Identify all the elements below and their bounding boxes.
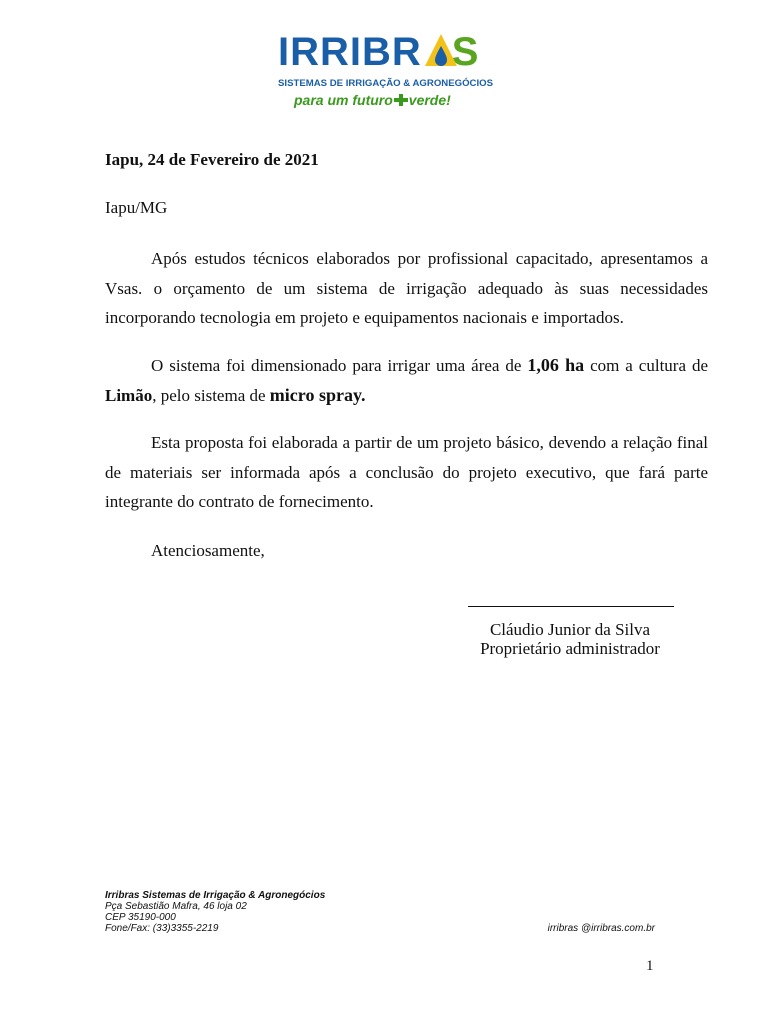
- closing: Atenciosamente,: [151, 541, 265, 560]
- letter-city: Iapu/MG: [105, 198, 168, 217]
- irrigation-system: micro spray.: [269, 384, 366, 405]
- footer-phone: Fone/Fax: (33)3355-2219: [105, 923, 219, 934]
- letter-date: Iapu, 24 de Fevereiro de 2021: [105, 150, 319, 169]
- footer: [105, 890, 655, 934]
- footer-cep: CEP 35190-000: [105, 912, 176, 923]
- footer-company: Irribras Sistemas de Irrigação & Agronegócios: [105, 890, 326, 901]
- paragraph-proposal: Esta proposta foi elaborada a partir de um projeto básico, devendo a relação final de materiais ser informada após a conclusão do projeto executivo, que fará parte integrante do contrato de fornecimento.: [105, 433, 708, 511]
- logo-slogan: para um futuro verde!: [294, 92, 451, 108]
- logo-subtitle: SISTEMAS DE IRRIGAÇÃO & AGRONEGÓCIOS: [278, 78, 493, 89]
- signature-line: [468, 606, 674, 607]
- signer-role: Proprietário administrador: [480, 639, 660, 658]
- logo-triangle-drop-icon: [424, 32, 458, 72]
- logo-wordmark: IRRIBR S: [278, 30, 480, 74]
- crop-name: Limão: [105, 385, 153, 405]
- footer-address: Pça Sebastião Mafra, 46 loja 02: [105, 901, 247, 912]
- company-logo: [276, 30, 491, 112]
- page-number: 1: [646, 958, 654, 974]
- signer-name: Cláudio Junior da Silva: [489, 620, 651, 639]
- paragraph-system: O sistema foi dimensionado para irrigar uma área de 1,06 ha com a cultura de Limão, pelo sistema de micro spray.: [105, 355, 708, 405]
- paragraph-intro: Após estudos técnicos elaborados por profissional capacitado, apresentamos a Vsas. o orçamento de um sistema de irrigação adequado às suas necessidades incorporando tecnologia em projeto e equipamentos nacionais e importados.: [105, 249, 708, 327]
- area-value: 1,06 ha: [527, 355, 585, 375]
- footer-email: irribras @irribras.com.br: [547, 923, 655, 934]
- plus-icon: [393, 93, 409, 107]
